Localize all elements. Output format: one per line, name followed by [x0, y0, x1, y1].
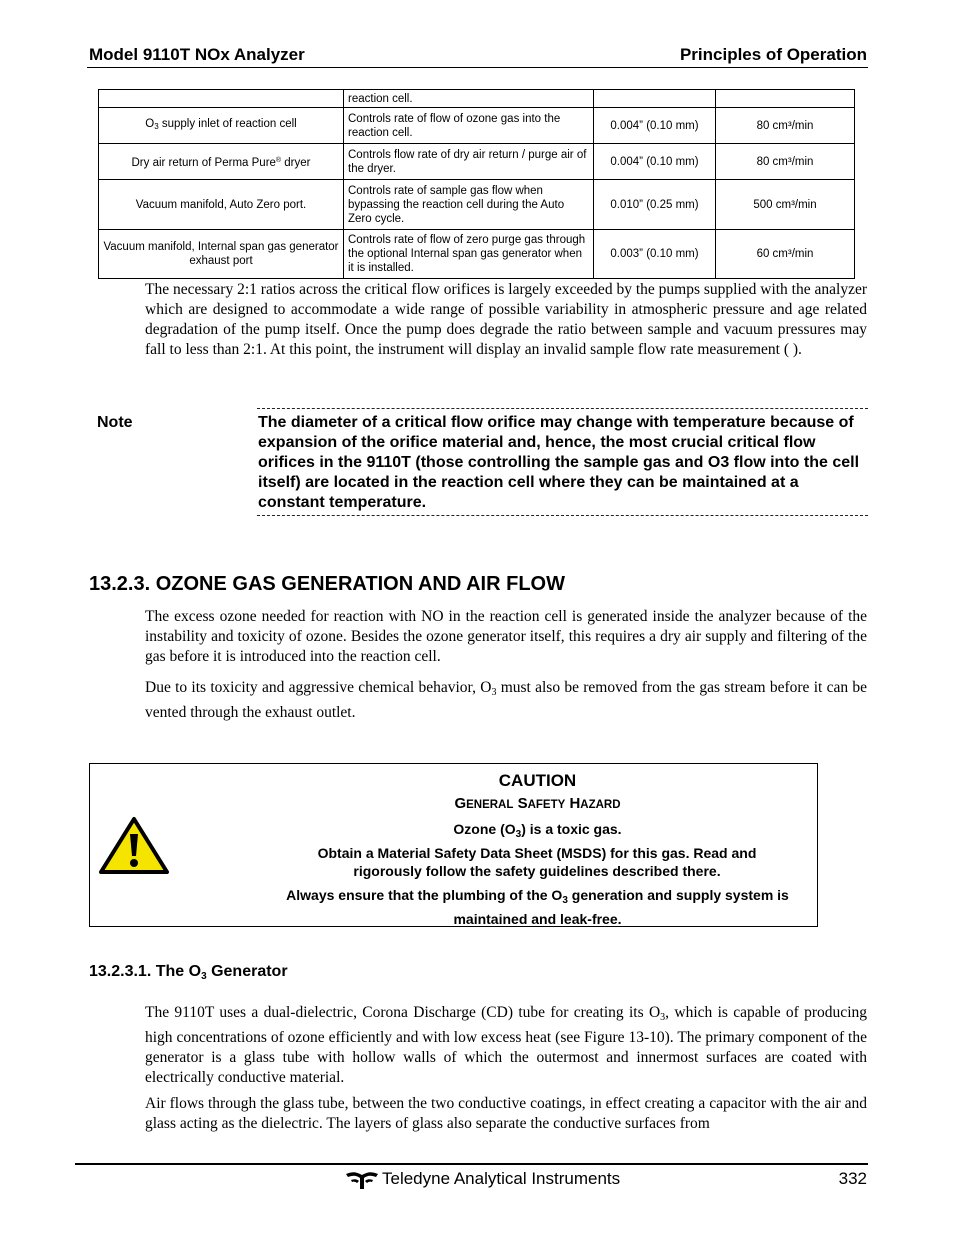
section-paragraph-1: The excess ozone needed for reaction with NO in the reaction cell is generated inside the analyzer because of the instability and toxicity of ozone. Besides the ozone generator itself, this requires a dry air supply and filtering of the gas before it is introduced into the reaction cell. [145, 608, 867, 665]
table-row [99, 180, 855, 230]
header-section: Principles of Operation [679, 45, 867, 64]
table-cell-flow: 80 cm³/min [716, 144, 855, 180]
table-cell-purpose: Controls rate of flow of ozone gas into the reaction cell. [344, 108, 594, 144]
caution-title: CAUTION [498, 771, 577, 790]
table-row [99, 108, 855, 144]
table-cell-diameter: 0.003” (0.10 mm) [594, 230, 716, 279]
section-heading: 13.2.3. OZONE GAS GENERATION AND AIR FLOW [89, 573, 565, 595]
table-cell-diameter: 0.004” (0.10 mm) [594, 108, 716, 144]
caution-box [89, 763, 818, 927]
teledyne-logo-icon [345, 1170, 379, 1190]
note-bottom-divider [257, 515, 868, 516]
caution-line-3: Always ensure that the plumbing of the $O_3$ generation and supply system is maintained and leak-free. [286, 887, 789, 927]
subsection-paragraph-1: The 9110T uses a dual-dielectric, Corona Discharge (CD) tube for creating its $O_3$, which is capable of producing high concentrations of ozone efficiently and with low excess heat (see Figure 13-10). The primary component of the generator is a glass tube with hollow walls of which the outermost and innermost surfaces are coated with electrically conductive material. [145, 1004, 867, 1086]
table-cell-location [99, 90, 344, 108]
footer-company: Teledyne Analytical Instruments [382, 1169, 621, 1188]
table-cell-location: Dry air return of Perma Pure® dryer [99, 144, 344, 180]
note-label: Note [97, 414, 133, 431]
header-title: Model 9110T NOx Analyzer [89, 45, 305, 64]
table-row [99, 144, 855, 180]
table-cell-diameter: 0.010” (0.25 mm) [594, 180, 716, 230]
table-cell-diameter: 0.004” (0.10 mm) [594, 144, 716, 180]
table-row [99, 90, 855, 108]
caution-line-2: Obtain a Material Safety Data Sheet (MSDS) for this gas. Read and rigorously follow the safety guidelines described there. [317, 845, 757, 879]
warning-triangle-icon [98, 816, 170, 876]
subsection-paragraph-2: Air flows through the glass tube, between the two conductive coatings, in effect creating a capacitor with the air and glass acting as the dielectric. The layers of glass also separate the conductive surfaces from [145, 1095, 867, 1132]
caution-line-1: Ozone $(O_3)$ is a toxic gas. [453, 821, 622, 840]
note-top-divider [257, 408, 868, 409]
table-cell-flow: 80 cm³/min [716, 108, 855, 144]
table-cell-purpose: Controls rate of flow of zero purge gas through the optional Internal span gas generator when it is installed. [344, 230, 594, 279]
page-number: 332 [838, 1169, 867, 1188]
caution-subtitle: GENERAL SAFETY HAZARD [454, 795, 621, 812]
table-cell-location: $O_3$ supply inlet of reaction cell [99, 108, 344, 144]
footer-rule [75, 1163, 868, 1165]
table-cell-purpose: reaction cell. [344, 90, 594, 108]
table-cell-location: Vacuum manifold, Auto Zero port. [99, 180, 344, 230]
table-cell-purpose: Controls rate of sample gas flow when bypassing the reaction cell during the Auto Zero cycle. [344, 180, 594, 230]
header-rule [87, 67, 868, 68]
table-cell-flow: 500 cm³/min [716, 180, 855, 230]
ratio-paragraph: The necessary 2:1 ratios across the critical flow orifices is largely exceeded by the pumps supplied with the analyzer which are designed to accommodate a wide range of possible variability in atmospheric pressure and age related degradation of the pump itself. Once the pump does degrade the ratio between sample and vacuum pressures may fall to less than 2:1. At this point, the instrument will display an invalid sample flow rate measurement ( ). [145, 281, 867, 358]
section-paragraph-2: Due to its toxicity and aggressive chemical behavior, $O_3$ must also be removed from the gas stream before it can be vented through the exhaust outlet. [145, 679, 867, 721]
table-cell-purpose: Controls flow rate of dry air return / purge air of the dryer. [344, 144, 594, 180]
table-cell-location: Vacuum manifold, Internal span gas generator exhaust port [99, 230, 344, 279]
table-cell-flow [716, 90, 855, 108]
orifice-table [98, 89, 855, 279]
table-cell-flow: 60 cm³/min [716, 230, 855, 279]
note-text: The diameter of a critical flow orifice may change with temperature because of expansion of the orifice material and, hence, the most crucial critical flow orifices in the 9110T (those controlling the sample gas and O3 flow into the cell itself) are located in the reaction cell where they can be maintained at a constant temperature. [258, 414, 860, 511]
subsection-heading: 13.2.3.1. The $O_3$ Generator [89, 963, 288, 982]
table-cell-diameter [594, 90, 716, 108]
table-row [99, 230, 855, 279]
